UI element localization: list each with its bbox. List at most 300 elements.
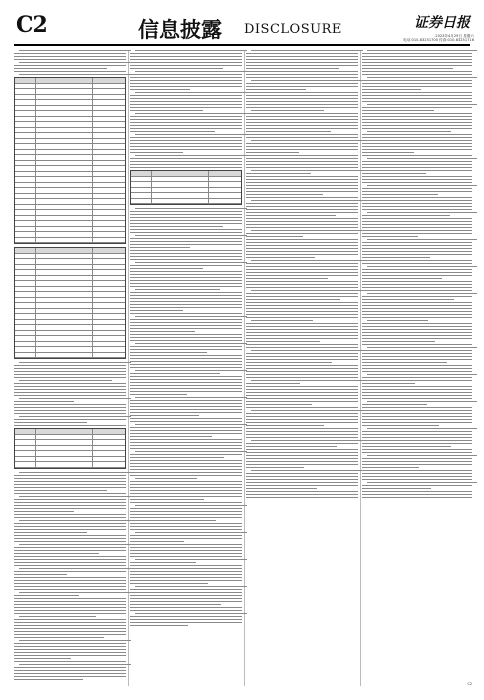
text-line — [130, 143, 242, 144]
text-line — [362, 497, 472, 498]
text-line — [362, 371, 472, 372]
text-line — [14, 419, 126, 420]
text-line — [246, 104, 358, 105]
text-line — [130, 361, 242, 362]
text-line — [246, 113, 358, 114]
text-line — [246, 389, 358, 390]
text-line — [14, 523, 126, 524]
text-line — [130, 107, 242, 108]
text-line — [14, 643, 126, 644]
text-line — [246, 398, 358, 399]
text-line — [362, 425, 439, 426]
text-line — [19, 592, 131, 593]
text-line — [362, 110, 434, 111]
text-line — [14, 517, 126, 518]
text-line — [362, 173, 426, 174]
text-line — [362, 194, 438, 195]
text-line — [362, 464, 472, 465]
text-line — [135, 71, 247, 72]
text-line — [246, 188, 358, 189]
text-line — [246, 476, 358, 477]
text-line — [362, 332, 472, 333]
text-line — [135, 92, 247, 93]
text-line — [246, 119, 358, 120]
text-line — [246, 116, 358, 117]
text-line — [14, 526, 126, 527]
text-line — [130, 110, 203, 111]
text-line — [14, 68, 107, 69]
text-line — [246, 473, 358, 474]
text-line — [130, 382, 242, 383]
text-line — [362, 278, 442, 279]
text-line — [130, 541, 184, 542]
text-line — [246, 377, 358, 378]
text-line — [130, 158, 242, 159]
text-line — [246, 155, 358, 156]
text-line — [14, 535, 126, 536]
text-line — [130, 229, 242, 230]
text-line — [362, 476, 472, 477]
text-line — [14, 673, 126, 674]
text-line — [130, 89, 190, 90]
text-line — [362, 449, 472, 450]
text-line — [362, 341, 435, 342]
text-line — [130, 565, 242, 566]
text-line — [246, 314, 358, 315]
text-line — [14, 478, 126, 479]
text-line — [130, 625, 188, 626]
text-line — [130, 238, 242, 239]
section-title-cn: 信息披露 — [138, 17, 222, 42]
text-line — [130, 427, 242, 428]
text-line — [362, 305, 472, 306]
text-line — [246, 272, 358, 273]
text-line — [362, 209, 472, 210]
text-line — [130, 460, 242, 461]
text-line — [130, 487, 242, 488]
text-line — [362, 440, 472, 441]
data-table — [14, 428, 126, 469]
text-line — [362, 479, 472, 480]
text-line — [246, 392, 358, 393]
text-line — [362, 95, 472, 96]
text-line — [367, 455, 477, 456]
text-line — [246, 356, 358, 357]
text-line — [362, 422, 472, 423]
text-line — [130, 310, 183, 311]
text-line — [362, 275, 472, 276]
text-line — [130, 517, 242, 518]
text-line — [362, 155, 472, 156]
text-line — [362, 272, 472, 273]
text-line — [362, 59, 472, 60]
text-line — [14, 547, 126, 548]
text-line — [362, 113, 472, 114]
text-line — [14, 65, 126, 66]
text-line — [130, 334, 242, 335]
text-line — [14, 410, 126, 411]
text-line — [246, 161, 358, 162]
text-line — [246, 245, 358, 246]
newspaper-logo: 证券日报 — [414, 15, 470, 31]
text-line — [246, 212, 358, 213]
text-line — [130, 388, 242, 389]
text-line — [19, 74, 131, 75]
text-line — [130, 98, 242, 99]
text-column-1 — [14, 50, 126, 682]
text-line — [135, 397, 247, 398]
text-line — [251, 200, 363, 201]
text-line — [135, 289, 220, 290]
text-line — [362, 392, 472, 393]
text-line — [130, 325, 242, 326]
text-line — [19, 62, 131, 63]
text-line — [246, 311, 358, 312]
text-line — [246, 278, 328, 279]
text-line — [14, 571, 126, 572]
footer-note: C2 — [467, 682, 472, 686]
text-line — [130, 328, 242, 329]
text-line — [14, 541, 126, 542]
text-line — [246, 494, 358, 495]
text-line — [246, 371, 358, 372]
text-line — [130, 610, 242, 611]
text-line — [362, 170, 472, 171]
text-line — [251, 80, 363, 81]
text-line — [246, 296, 358, 297]
text-line — [362, 62, 472, 63]
text-line — [130, 448, 242, 449]
text-line — [135, 208, 247, 209]
text-line — [246, 68, 339, 69]
text-line — [362, 494, 472, 495]
text-line — [14, 655, 126, 656]
text-line — [130, 146, 242, 147]
text-line — [362, 359, 472, 360]
text-line — [246, 179, 358, 180]
text-line — [130, 529, 242, 530]
text-line — [130, 577, 242, 578]
text-line — [362, 326, 472, 327]
text-line — [14, 505, 126, 506]
text-line — [367, 104, 477, 105]
text-line — [14, 395, 126, 396]
text-line — [362, 467, 419, 468]
text-line — [130, 137, 242, 138]
text-line — [246, 227, 358, 228]
column-divider — [360, 50, 361, 686]
text-line — [362, 122, 472, 123]
text-line — [362, 80, 472, 81]
column-divider — [244, 50, 245, 686]
text-line — [14, 502, 126, 503]
text-line — [19, 380, 112, 381]
text-line — [14, 607, 126, 608]
text-line — [130, 406, 242, 407]
text-line — [367, 320, 428, 321]
text-line — [246, 59, 358, 60]
text-line — [14, 490, 107, 491]
text-line — [14, 565, 126, 566]
text-line — [362, 284, 472, 285]
text-line — [130, 583, 208, 584]
text-line — [14, 622, 126, 623]
text-line — [367, 428, 477, 429]
text-line — [130, 286, 242, 287]
text-line — [246, 107, 358, 108]
text-line — [246, 224, 358, 225]
text-line — [130, 367, 242, 368]
text-line — [14, 595, 79, 596]
text-line — [14, 604, 126, 605]
text-line — [362, 308, 472, 309]
text-line — [246, 338, 358, 339]
text-line — [246, 89, 306, 90]
text-line — [246, 263, 358, 264]
text-line — [362, 254, 472, 255]
text-line — [246, 386, 358, 387]
page-header — [0, 0, 484, 46]
text-line — [130, 379, 242, 380]
text-line — [362, 437, 472, 438]
text-line — [246, 422, 358, 423]
text-line — [367, 158, 477, 159]
text-line — [130, 574, 242, 575]
text-line — [14, 475, 126, 476]
text-line — [367, 347, 477, 348]
text-line — [362, 290, 472, 291]
text-line — [14, 529, 126, 530]
text-line — [246, 83, 358, 84]
text-line — [130, 223, 242, 224]
text-line — [130, 83, 242, 84]
text-line — [362, 224, 472, 225]
text-line — [130, 466, 242, 467]
text-line — [362, 302, 472, 303]
text-line — [367, 239, 477, 240]
text-line — [246, 221, 358, 222]
text-line — [362, 245, 472, 246]
text-line — [130, 469, 242, 470]
text-line — [19, 472, 131, 473]
text-line — [362, 419, 472, 420]
data-table — [14, 247, 126, 359]
text-line — [130, 568, 242, 569]
text-line — [135, 316, 247, 317]
text-line — [246, 86, 358, 87]
text-line — [246, 428, 358, 429]
text-line — [362, 329, 472, 330]
text-line — [362, 107, 472, 108]
text-line — [130, 430, 242, 431]
table-row — [15, 238, 125, 244]
text-line — [362, 362, 447, 363]
text-line — [246, 77, 358, 78]
text-line — [246, 134, 358, 135]
text-line — [130, 457, 224, 458]
text-line — [135, 262, 247, 263]
text-line — [130, 86, 242, 87]
text-line — [246, 56, 358, 57]
text-line — [19, 398, 131, 399]
text-line — [130, 472, 242, 473]
text-line — [362, 233, 472, 234]
text-line — [246, 95, 358, 96]
text-line — [246, 416, 358, 417]
text-line — [246, 287, 358, 288]
text-line — [246, 467, 304, 468]
text-line — [14, 386, 126, 387]
text-line — [362, 410, 472, 411]
text-line — [130, 553, 242, 554]
text-line — [246, 461, 358, 462]
text-line — [14, 589, 126, 590]
text-line — [362, 56, 472, 57]
text-line — [246, 368, 358, 369]
text-line — [246, 158, 358, 159]
text-line — [251, 290, 363, 291]
text-line — [251, 110, 324, 111]
text-line — [367, 401, 477, 402]
text-line — [130, 62, 242, 63]
text-line — [130, 301, 242, 302]
text-line — [246, 431, 358, 432]
text-line — [362, 485, 472, 486]
text-line — [130, 59, 242, 60]
text-line — [367, 293, 477, 294]
text-line — [362, 353, 472, 354]
text-line — [367, 212, 477, 213]
text-line — [130, 295, 242, 296]
text-line — [130, 373, 220, 374]
text-line — [246, 407, 358, 408]
text-line — [246, 146, 358, 147]
text-line — [246, 215, 336, 216]
text-line — [251, 440, 363, 441]
text-line — [246, 299, 340, 300]
text-line — [14, 649, 126, 650]
text-line — [246, 497, 358, 498]
text-line — [14, 559, 126, 560]
text-line — [130, 280, 242, 281]
text-line — [246, 284, 358, 285]
text-line — [362, 350, 472, 351]
text-line — [130, 131, 215, 132]
text-line — [246, 491, 358, 492]
text-line — [14, 377, 126, 378]
text-line — [14, 487, 126, 488]
text-line — [130, 307, 242, 308]
header-rule — [14, 44, 470, 46]
text-line — [14, 392, 126, 393]
text-line — [246, 479, 358, 480]
text-line — [362, 200, 472, 201]
text-line — [130, 265, 242, 266]
text-line — [251, 260, 363, 261]
text-line — [130, 56, 242, 57]
text-line — [135, 586, 247, 587]
text-line — [14, 574, 67, 575]
text-line — [130, 499, 204, 500]
text-line — [130, 364, 242, 365]
text-line — [130, 340, 242, 341]
text-line — [130, 598, 242, 599]
text-line — [14, 404, 126, 405]
text-line — [130, 619, 242, 620]
text-line — [246, 236, 303, 237]
text-line — [130, 595, 242, 596]
data-table — [14, 77, 126, 244]
text-line — [362, 182, 472, 183]
text-line — [130, 152, 183, 153]
text-line — [19, 496, 131, 497]
text-line — [130, 68, 223, 69]
text-line — [130, 454, 242, 455]
text-line — [251, 350, 363, 351]
text-line — [251, 140, 363, 141]
text-line — [135, 235, 247, 236]
text-line — [14, 514, 126, 515]
text-line — [19, 640, 131, 641]
text-line — [362, 176, 472, 177]
text-line — [130, 125, 242, 126]
text-line — [362, 71, 472, 72]
text-line — [246, 137, 358, 138]
text-line — [130, 400, 242, 401]
text-line — [130, 164, 242, 165]
text-line — [14, 511, 74, 512]
text-line — [130, 481, 242, 482]
text-line — [14, 610, 126, 611]
text-line — [14, 538, 126, 539]
text-column-4 — [362, 50, 472, 500]
text-line — [14, 550, 126, 551]
text-line — [130, 589, 242, 590]
text-column-3 — [246, 50, 358, 500]
text-line — [246, 152, 299, 153]
text-line — [130, 226, 223, 227]
text-line — [362, 473, 472, 474]
text-line — [130, 484, 242, 485]
text-line — [362, 458, 472, 459]
text-line — [362, 101, 472, 102]
text-line — [362, 314, 472, 315]
text-line — [130, 538, 242, 539]
text-line — [19, 520, 131, 521]
text-line — [362, 386, 472, 387]
text-line — [130, 601, 242, 602]
text-line — [14, 628, 126, 629]
text-line — [130, 352, 207, 353]
text-line — [362, 116, 472, 117]
text-line — [130, 277, 242, 278]
text-line — [130, 211, 242, 212]
text-line — [130, 271, 242, 272]
text-line — [14, 481, 126, 482]
text-line — [130, 355, 242, 356]
text-line — [362, 338, 472, 339]
text-line — [130, 526, 242, 527]
text-line — [135, 424, 247, 425]
text-line — [14, 679, 83, 680]
text-line — [135, 505, 247, 506]
text-line — [14, 646, 126, 647]
text-line — [362, 221, 472, 222]
text-line — [130, 562, 196, 563]
text-line — [130, 161, 242, 162]
text-line — [14, 413, 126, 414]
text-line — [362, 143, 472, 144]
